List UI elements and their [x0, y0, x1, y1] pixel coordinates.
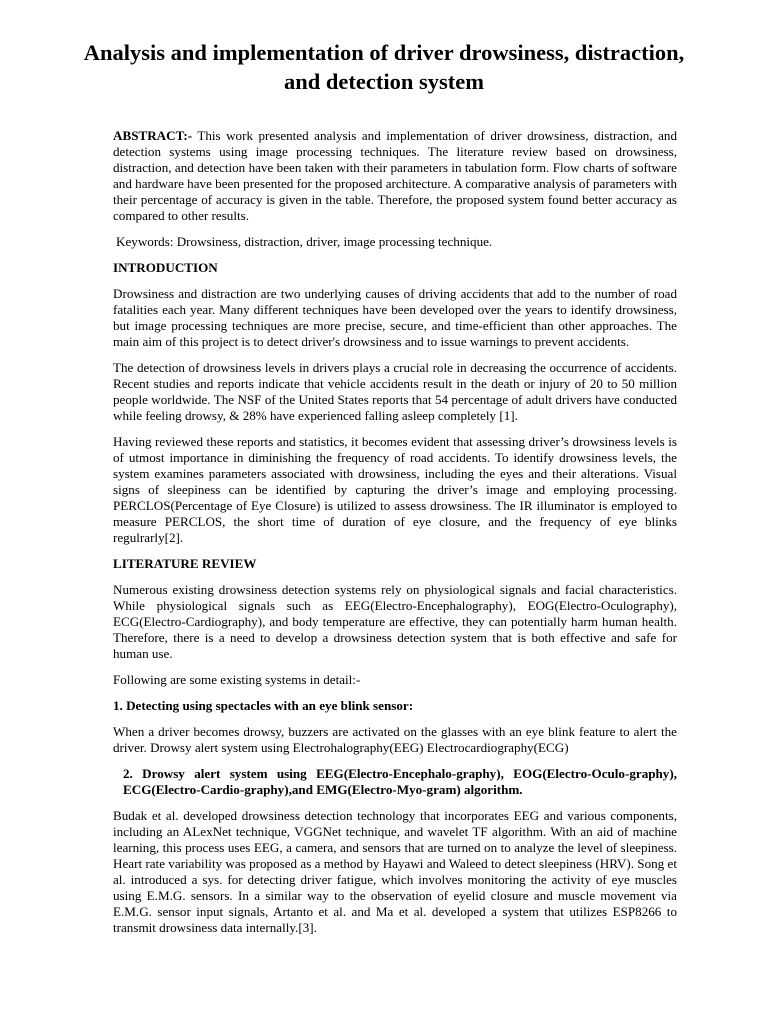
paper-title: Analysis and implementation of driver drowsiness, distraction, and detection system	[83, 40, 685, 94]
introduction-paragraph-3: Having reviewed these reports and statistics, it becomes evident that assessing driver’s drowsiness levels is of utmost importance in diminishing the frequency of road accidents. To identify drowsiness levels, the system examines parameters associated with drowsiness, including the eyes and their alterations. Visual signs of sleepiness can be identified by capturing the driver’s image and employing processing. PERCLOS(Percentage of Eye Closure) is utilized to assess drowsiness. The IR illuminator is employed to measure PERCLOS, the short time of duration of eye closure, and the frequency of eye blinks regulrarly[2].	[113, 434, 677, 545]
abstract-text: This work presented analysis and implementation of driver drowsiness, distraction, and detection systems using image processing techniques. The literature review based on drowsiness, distraction, and detection have been taken with their parameters in tabulation form. Flow charts of software and hardware have been presented for the proposed architecture. A comparative analysis of parameters with their percentage of accuracy is given in the table. Therefore, the proposed system found better accuracy as compared to other results.	[113, 128, 677, 223]
literature-paragraph-1: Numerous existing drowsiness detection systems rely on physiological signals and facial characteristics. While physiological signals such as EEG(Electro-Encephalography), EOG(Electro-Oculography), ECG(Electro-Cardiography), and body temperature are effective, they can potentially harm human health. Therefore, there is a need to develop a drowsiness detection system that is both effective and safe for human use.	[113, 582, 677, 661]
abstract-label: ABSTRACT:-	[113, 128, 193, 143]
subsection-1-heading: 1. Detecting using spectacles with an eye blink sensor:	[113, 698, 414, 713]
subsection-2-heading: 2. Drowsy alert system using EEG(Electro-Encephalo-graphy), EOG(Electro-Oculo-graphy), ECG(Electro-Cardio-graphy),and EMG(Electro-Myo-gram) algorithm.	[123, 766, 677, 797]
abstract-paragraph	[113, 128, 677, 224]
introduction-paragraph-1: Drowsiness and distraction are two underlying causes of driving accidents that add to the number of road fatalities each year. Many different techniques have been developed over the years to identify drowsiness, but image processing techniques are more precise, secure, and time-efficient than other approaches. The main aim of this project is to detect driver's drowsiness and to issue warnings to prevent accidents.	[113, 286, 677, 349]
subsection-1-text: When a driver becomes drowsy, buzzers are activated on the glasses with an eye blink feature to alert the driver. Drowsy alert system using Electrohalography(EEG) Electrocardiography(ECG)	[113, 724, 677, 755]
literature-review-heading: LITERATURE REVIEW	[113, 556, 257, 571]
introduction-paragraph-2: The detection of drowsiness levels in drivers plays a crucial role in decreasing the occurrence of accidents. Recent studies and reports indicate that vehicle accidents result in the death or injury of 20 to 50 million people worldwide. The NSF of the United States reports that 54 percentage of adult drivers have conducted while feeling drowsy, & 28% have experienced falling asleep completely [1].	[113, 360, 677, 423]
literature-paragraph-2: Following are some existing systems in detail:-	[113, 672, 361, 687]
paper-body	[113, 128, 677, 946]
introduction-heading: INTRODUCTION	[113, 260, 218, 275]
keywords-line: Keywords: Drowsiness, distraction, driver, image processing technique.	[116, 234, 493, 249]
subsection-2-text: Budak et al. developed drowsiness detection technology that incorporates EEG and various components, including an ALexNet technique, VGGNet technique, and wavelet TF algorithm. With an aid of machine learning, this process uses EEG, a camera, and sensors that are turned on to analyze the level of sleepiness. Heart rate variability was proposed as a method by Hayawi and Waleed to detect sleepiness (HRV). Song et al. introduced a sys. for detecting driver fatigue, which involves monitoring the activity of eye muscles using E.M.G. sensors. In a similar way to the observation of eyelid closure and muscle movement via E.M.G. sensor input signals, Artanto et al. and Ma et al. developed a system that utilizes ESP8266 to transmit drowsiness data internally.[3].	[113, 808, 677, 935]
